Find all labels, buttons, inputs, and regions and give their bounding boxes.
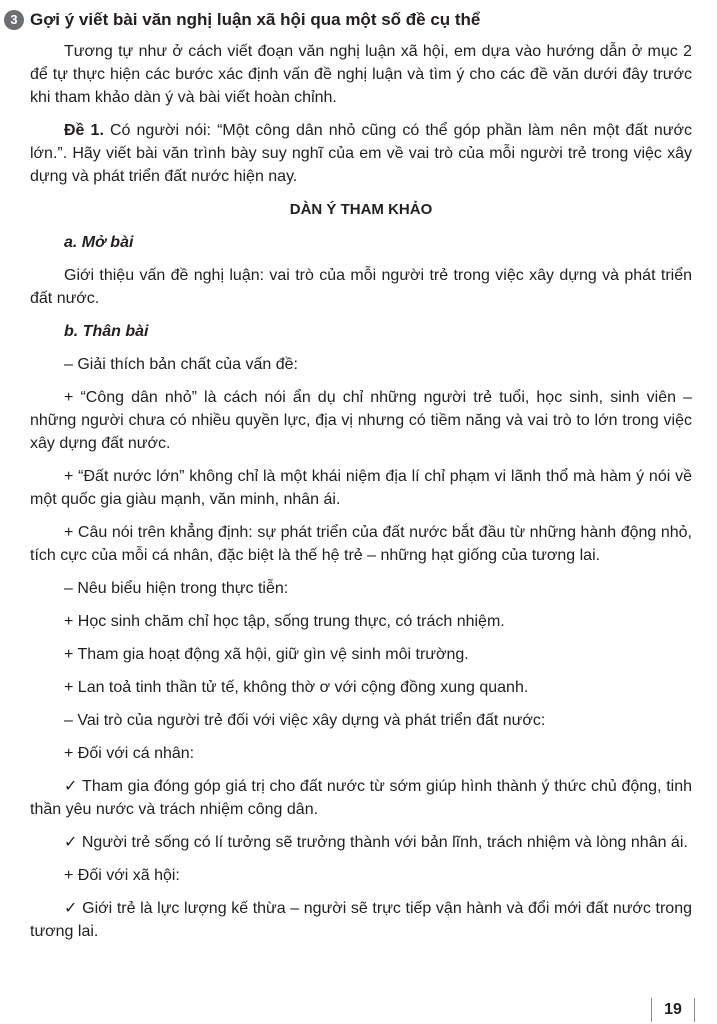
body-paragraph: + Tham gia hoạt động xã hội, giữ gìn vệ sinh môi trường. <box>64 646 469 663</box>
page-number: 19 <box>651 998 695 1022</box>
than-bai-heading: b. Thân bài <box>64 323 149 340</box>
page-content <box>10 8 692 953</box>
body-paragraph: + “Đất nước lớn” không chỉ là một khái niệm địa lí chỉ phạm vi lãnh thổ mà hàm ý nói về một quốc gia giàu mạnh, văn minh, nhân ái. <box>30 468 692 508</box>
body-paragraph: ✓ Tham gia đóng góp giá trị cho đất nước từ sớm giúp hình thành ý thức chủ động, tinh thần yêu nước và trách nhiệm công dân. <box>30 778 692 818</box>
body-paragraph: + “Công dân nhỏ” là cách nói ẩn dụ chỉ những người trẻ tuổi, học sinh, sinh viên – những người chưa có nhiều quyền lực, địa vị nhưng có tiềm năng và vai trò to lớn trong việc xây dựng đất nước. <box>30 389 692 452</box>
body-paragraph: + Đối với xã hội: <box>64 867 180 884</box>
mo-bai-text: Giới thiệu vấn đề nghị luận: vai trò của mỗi người trẻ trong việc xây dựng và phát triển đất nước. <box>30 267 692 307</box>
body-paragraph: – Nêu biểu hiện trong thực tiễn: <box>64 580 289 597</box>
body-paragraph: – Vai trò của người trẻ đối với việc xây dựng và phát triển đất nước: <box>64 712 546 729</box>
body-paragraph: ✓ Giới trẻ là lực lượng kế thừa – người sẽ trực tiếp vận hành và đổi mới đất nước trong tương lai. <box>30 900 692 940</box>
intro-paragraph: Tương tự như ở cách viết đoạn văn nghị luận xã hội, em dựa vào hướng dẫn ở mục 2 để tự thực hiện các bước xác định vấn đề nghị luận và tìm ý cho các đề văn dưới đây trước khi tham khảo dàn ý và bài viết hoàn chỉnh. <box>30 43 692 106</box>
de1-label: Đề 1. <box>64 122 104 139</box>
outline-heading: DÀN Ý THAM KHẢO <box>289 201 433 218</box>
body-paragraph: + Đối với cá nhân: <box>64 745 195 762</box>
section-title <box>4 8 692 32</box>
body-paragraph: + Học sinh chăm chỉ học tập, sống trung thực, có trách nhiệm. <box>64 613 505 630</box>
section-number-badge: 3 <box>4 10 24 30</box>
body-paragraph: ✓ Người trẻ sống có lí tưởng sẽ trưởng thành với bản lĩnh, trách nhiệm và lòng nhân ái. <box>64 834 688 851</box>
de1-paragraph <box>30 119 692 188</box>
section-title-text: Gợi ý viết bài văn nghị luận xã hội qua một số đề cụ thể <box>30 10 481 29</box>
body-paragraph: + Lan toả tinh thần tử tế, không thờ ơ với cộng đồng xung quanh. <box>64 679 529 696</box>
body-paragraph: + Câu nói trên khẳng định: sự phát triển của đất nước bắt đầu từ những hành động nhỏ, tích cực của mỗi cá nhân, đặc biệt là thế hệ trẻ – những hạt giống của tương lai. <box>30 524 692 564</box>
de1-text: Có người nói: “Một công dân nhỏ cũng có thể góp phần làm nên một đất nước lớn.”. Hãy viết bài văn trình bày suy nghĩ của em về vai trò của mỗi người trẻ trong việc xây dựng và phát triển đất nước hiện nay. <box>30 122 692 185</box>
mo-bai-heading: a. Mở bài <box>64 234 134 251</box>
body-paragraph: – Giải thích bản chất của vấn đề: <box>64 356 298 373</box>
